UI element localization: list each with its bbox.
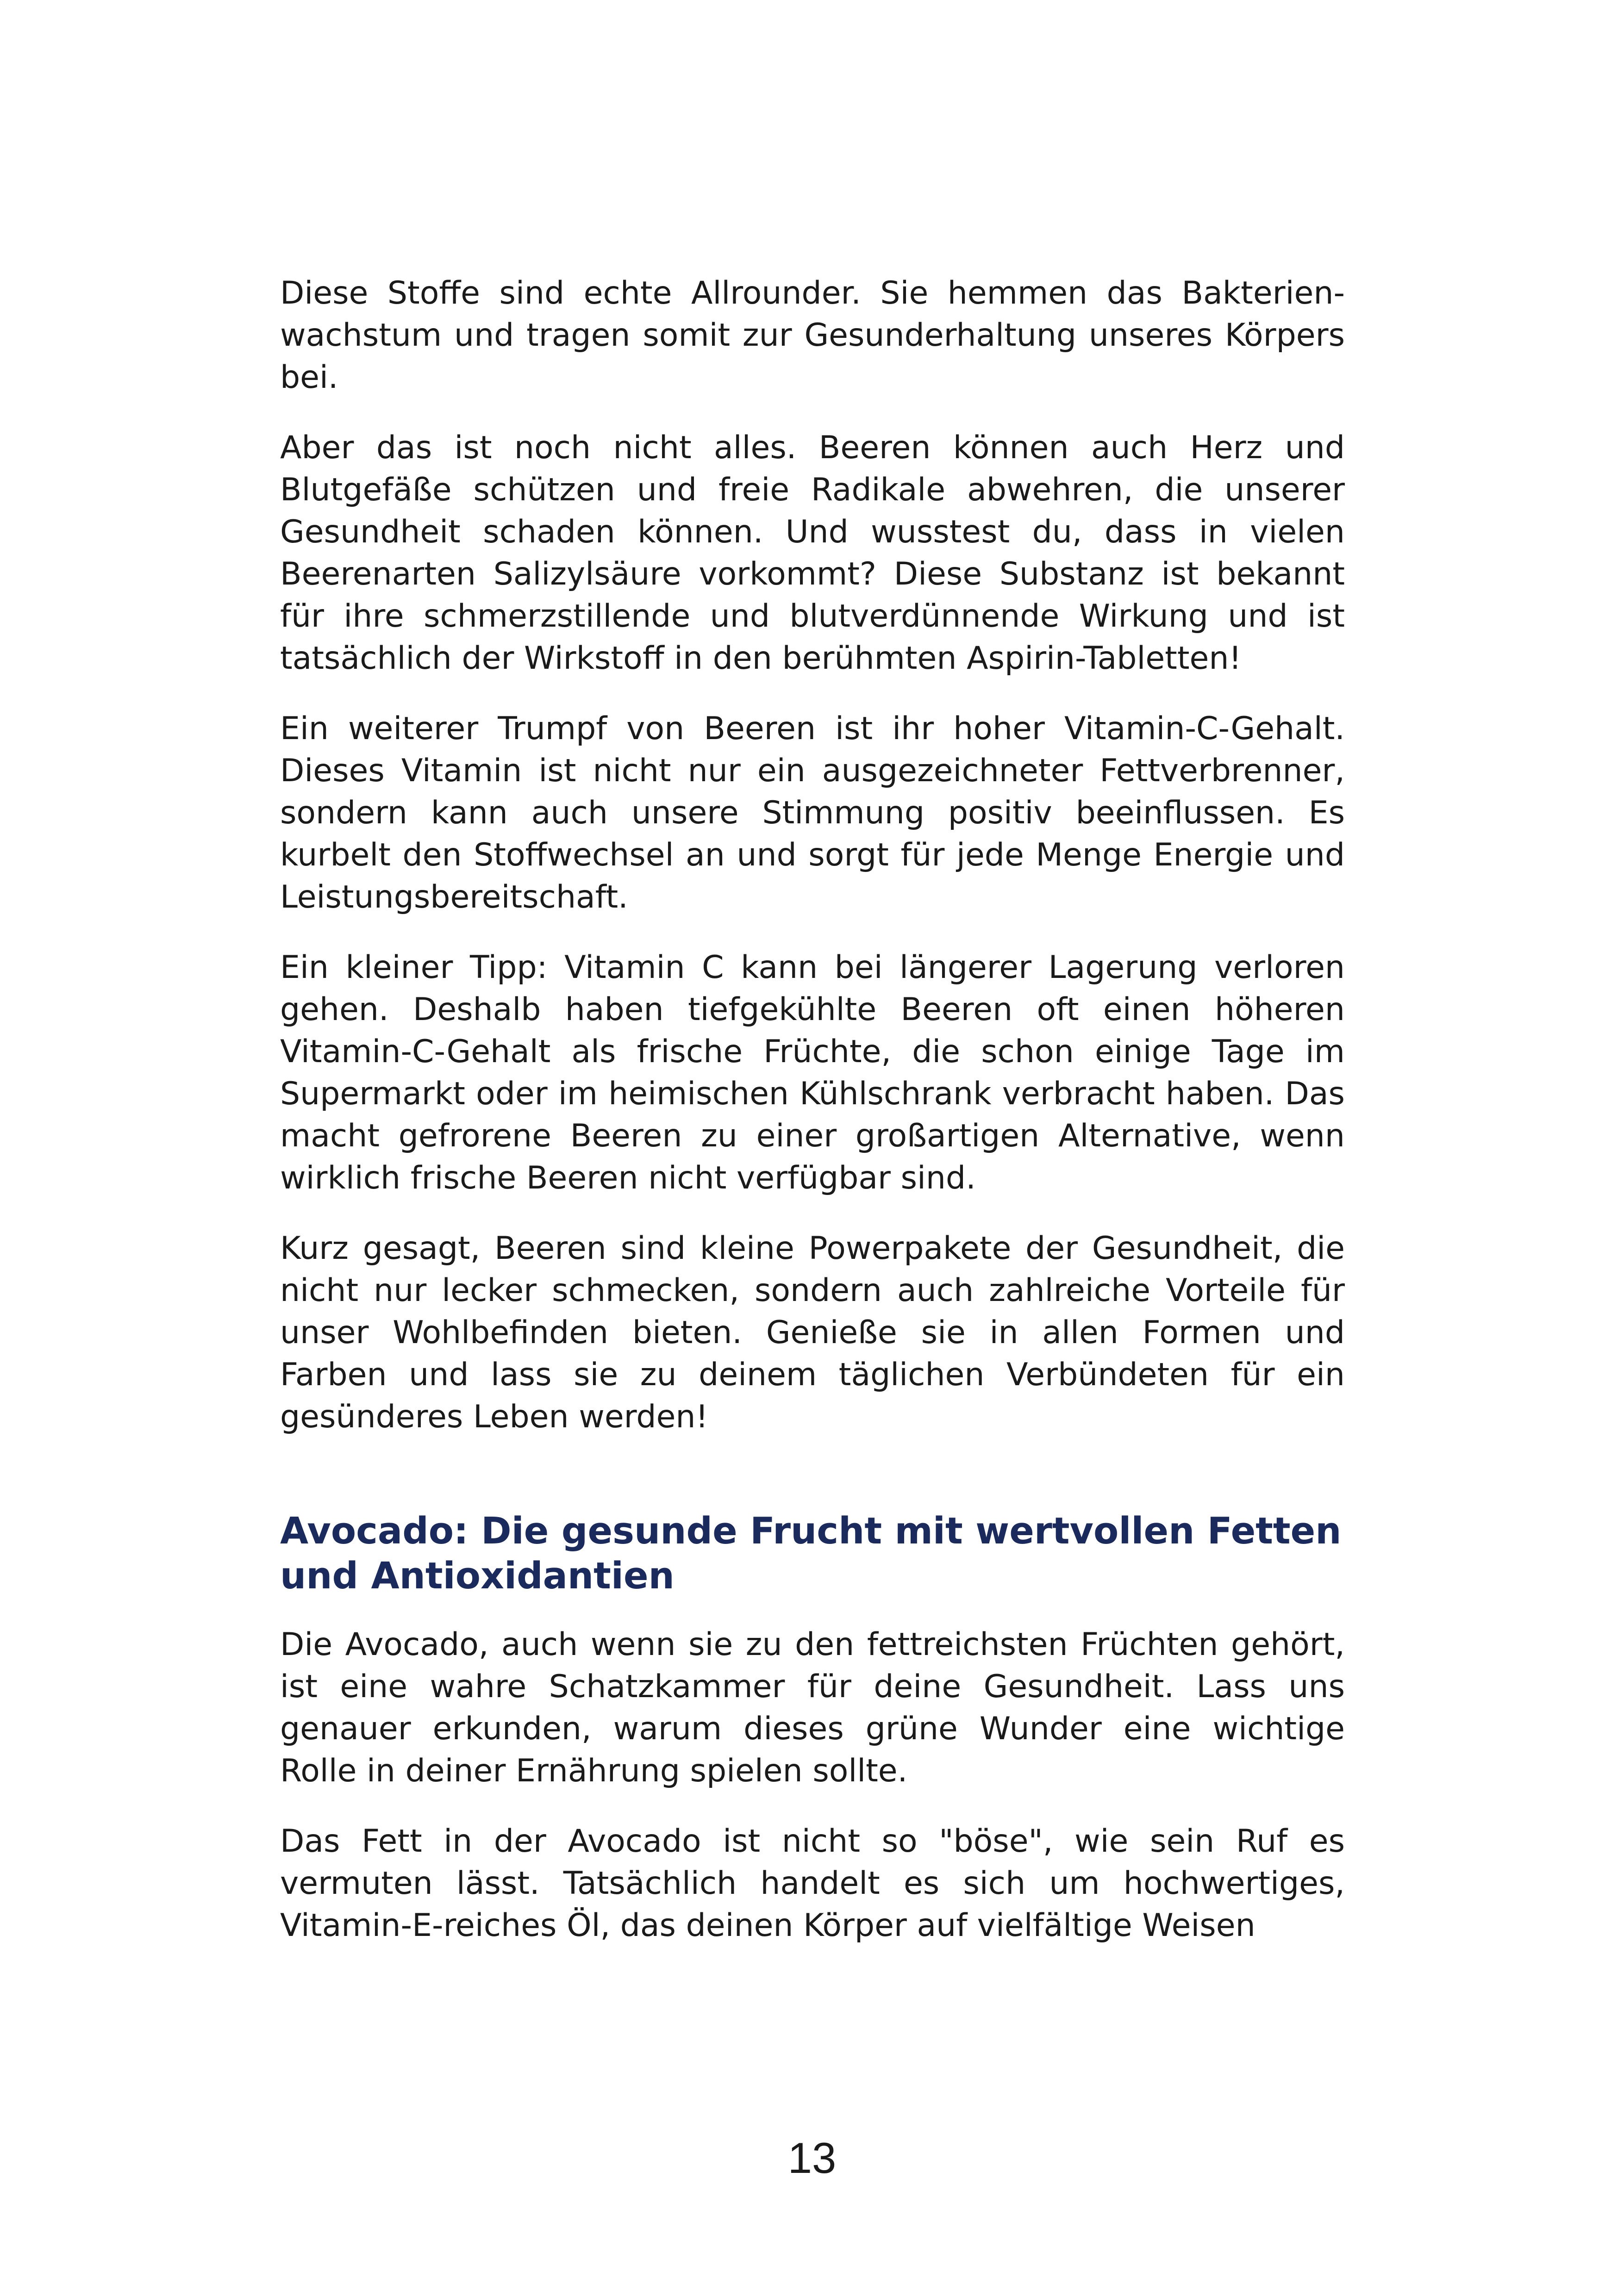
body-paragraph-4: Ein kleiner Tipp: Vitamin C kann bei längerer Lagerung verloren gehen. Deshalb haben tiefgekühlte Beeren oft einen höheren Vitamin-C-Gehalt als frische Früchte, die schon einige Tage im Supermarkt oder im heimischen Kühlschrank verbracht haben. Das macht gefrorene Beeren zu einer großartigen Alternative, wenn wirklich frische Beeren nicht verfügbar sind. bbox=[280, 949, 1345, 1196]
page-number: 13 bbox=[787, 2134, 837, 2182]
body-paragraph-6: Die Avocado, auch wenn sie zu den fettreichsten Früchten gehört, ist eine wahre Schatzkammer für deine Gesundheit. Lass uns genauer erkunden, warum dieses grüne Wunder eine wichtige Rolle in deiner Ernährung spielen sollte. bbox=[280, 1626, 1345, 1789]
section-heading-avocado: Avocado: Die gesunde Frucht mit wertvollen Fetten und Antioxidantien bbox=[280, 1510, 1342, 1597]
page-content bbox=[280, 272, 1345, 1975]
body-paragraph-2: Aber das ist noch nicht alles. Beeren können auch Herz und Blutgefäße schützen und freie Radikale abwehren, die unserer Gesundheit schaden können. Und wusstest du, dass in vielen Beerenarten Salizylsäure vorkommt? Diese Substanz ist bekannt für ihre schmerzstillende und blutverdünnende Wirkung und ist tatsächlich der Wirkstoff in den berühmten Aspirin-Tabletten! bbox=[280, 429, 1345, 677]
body-paragraph-5: Kurz gesagt, Beeren sind kleine Powerpakete der Gesundheit, die nicht nur lecker schmecken, sondern auch zahlreiche Vorteile für unser Wohlbefinden bieten. Genieße sie in allen Formen und Farben und lass sie zu deinem täglichen Verbündeten für ein gesünderes Leben werden! bbox=[280, 1230, 1345, 1435]
body-paragraph-1: Diese Stoffe sind echte Allrounder. Sie hemmen das Bakterienwachstum und tragen somit zur Gesunderhaltung unseres Körpers bei. bbox=[280, 275, 1345, 396]
body-paragraph-3: Ein weiterer Trumpf von Beeren ist ihr hoher Vitamin-C-Gehalt. Dieses Vitamin ist nicht nur ein ausgezeichneter Fettverbrenner, sondern kann auch unsere Stimmung positiv beeinflussen. Es kurbelt den Stoffwechsel an und sorgt für jede Menge Energie und Leistungsbereitschaft. bbox=[280, 710, 1345, 915]
body-paragraph-7: Das Fett in der Avocado ist nicht so "böse", wie sein Ruf es vermuten lässt. Tatsächlich handelt es sich um hochwertiges, Vitamin-E-reiches Öl, das deinen Körper auf vielfältige Weisen bbox=[280, 1823, 1345, 1944]
